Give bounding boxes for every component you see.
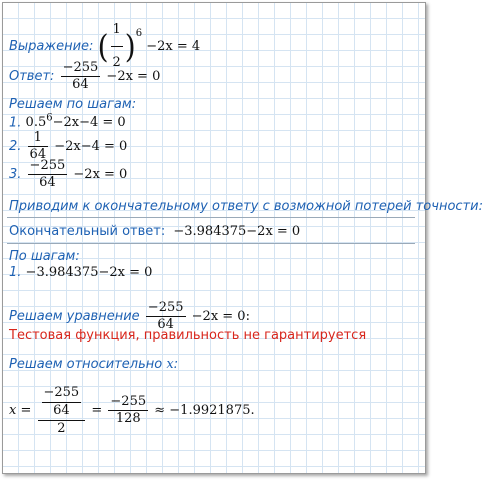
answer-line bbox=[9, 61, 160, 91]
expression-base-numerator: 1 bbox=[111, 15, 123, 47]
step-2 bbox=[9, 131, 127, 161]
answer-numerator: −255 bbox=[62, 60, 99, 75]
final-answer-label: Окончательный ответ: bbox=[9, 224, 166, 239]
step-2-rest: −2x−4 = 0 bbox=[54, 139, 128, 154]
divider bbox=[7, 217, 415, 218]
solution-approximation: ≈ −1.9921875. bbox=[154, 403, 255, 418]
expression-label: Выражение: bbox=[9, 39, 94, 54]
step-3 bbox=[9, 159, 127, 189]
step-1 bbox=[9, 113, 126, 130]
step-1-base: 0.5 bbox=[25, 115, 47, 131]
final-answer-line bbox=[9, 224, 300, 239]
solve-equation-label: Решаем уравнение bbox=[9, 309, 140, 324]
solution-inner-numerator: −255 bbox=[42, 386, 82, 403]
expression-rest: −2x = 4 bbox=[146, 39, 201, 54]
result-panel bbox=[2, 2, 483, 474]
answer-denominator: 64 bbox=[72, 77, 89, 92]
solution-inner-denominator: 64 bbox=[53, 402, 70, 418]
steps-title: Решаем по шагам: bbox=[9, 97, 137, 112]
by-steps-item bbox=[9, 265, 152, 280]
precision-note: Приводим к окончательному ответу с возможной потерей точности: bbox=[9, 199, 483, 214]
answer-label: Ответ: bbox=[9, 69, 55, 84]
solve-for-variable: x bbox=[166, 357, 174, 372]
divider bbox=[7, 243, 415, 244]
step-2-number: 2. bbox=[9, 139, 22, 154]
by-steps-title: По шагам: bbox=[9, 249, 80, 264]
warning-message: Тестовая функция, правильность не гарантируется bbox=[9, 328, 367, 343]
solve-for-label: Решаем относительно bbox=[9, 357, 163, 372]
solution-outer-denominator: 2 bbox=[57, 420, 66, 436]
solution-result-denominator: 128 bbox=[115, 411, 141, 426]
solve-for-colon: : bbox=[173, 357, 179, 372]
solution-line bbox=[9, 375, 255, 447]
solve-equation-denominator: 64 bbox=[157, 317, 174, 332]
solve-equation-line bbox=[9, 301, 250, 331]
answer-rest: −2x = 0 bbox=[106, 69, 161, 84]
final-answer-value: −3.984375−2x = 0 bbox=[173, 224, 301, 239]
step-3-rest: −2x = 0 bbox=[73, 167, 128, 182]
step-3-numerator: −255 bbox=[29, 158, 66, 173]
expression-exponent: 6 bbox=[135, 28, 143, 39]
solution-compound-fraction bbox=[38, 386, 86, 436]
step-3-denominator: 64 bbox=[39, 175, 56, 190]
solution-equals: = bbox=[91, 403, 103, 418]
step-2-numerator: 1 bbox=[28, 131, 49, 147]
step-2-denominator: 64 bbox=[29, 147, 47, 162]
step-1-rest: −2x−4 = 0 bbox=[52, 115, 126, 131]
expression-base-denominator: 2 bbox=[112, 55, 121, 70]
expression-math: ( $\frac{1}{2}$ )$^6$ −2x = 4 bbox=[98, 39, 201, 54]
by-steps-number: 1. bbox=[9, 265, 22, 280]
by-steps-value: −3.984375−2x = 0 bbox=[25, 265, 153, 280]
step-1-exponent: 6 bbox=[46, 113, 53, 124]
step-3-number: 3. bbox=[9, 167, 22, 182]
step-1-number: 1. bbox=[9, 115, 22, 131]
solution-result-numerator: −255 bbox=[110, 394, 147, 409]
solution-lhs: x = bbox=[9, 403, 32, 418]
solve-equation-rest: −2x = 0: bbox=[191, 309, 250, 324]
solve-for-line bbox=[9, 357, 178, 372]
solve-equation-numerator: −255 bbox=[147, 300, 184, 315]
